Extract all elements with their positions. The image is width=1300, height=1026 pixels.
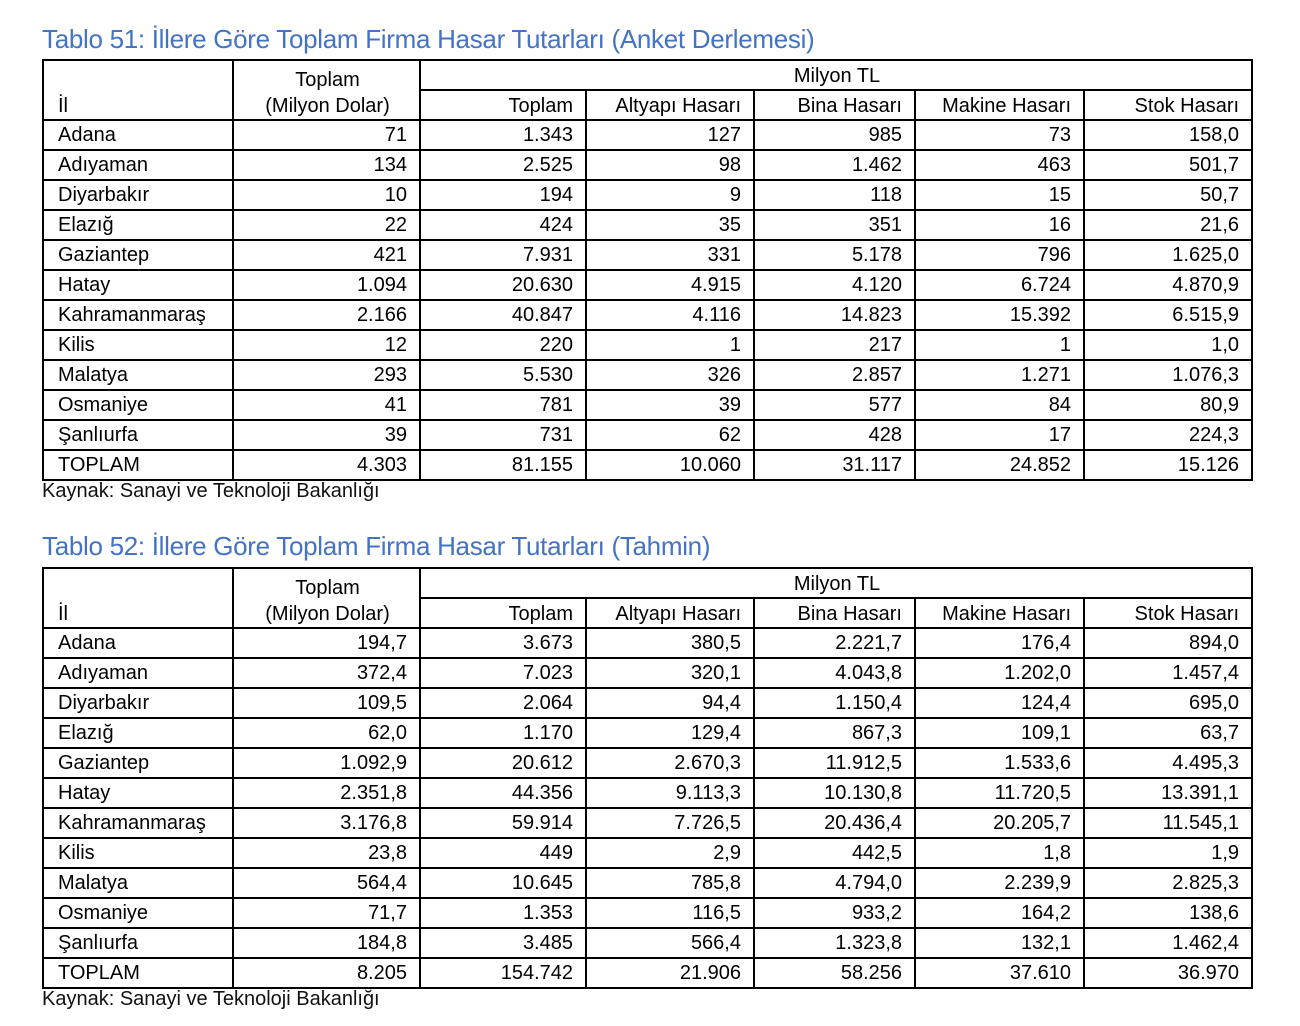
- cell-il: Gaziantep: [43, 240, 233, 270]
- cell-stok: 501,7: [1084, 150, 1252, 180]
- cell-il: Gaziantep: [43, 748, 233, 778]
- cell-toplam-dolar: 1.092,9: [233, 748, 420, 778]
- header-row-group: [43, 60, 1252, 90]
- cell-il: Kilis: [43, 330, 233, 360]
- table-51: [42, 59, 1253, 481]
- cell-stok: 13.391,1: [1084, 778, 1252, 808]
- table-row: [43, 718, 1252, 748]
- header-stok: Stok Hasarı: [1084, 90, 1252, 120]
- cell-makine: 16: [915, 210, 1084, 240]
- cell-bina: 985: [754, 120, 915, 150]
- cell-il: TOPLAM: [43, 450, 233, 480]
- table-51-title: [42, 24, 814, 55]
- cell-il: Kahramanmaraş: [43, 300, 233, 330]
- cell-bina: 933,2: [754, 898, 915, 928]
- cell-bina: 31.117: [754, 450, 915, 480]
- cell-il: Malatya: [43, 360, 233, 390]
- cell-il: Malatya: [43, 868, 233, 898]
- cell-altyapi: 1: [586, 330, 754, 360]
- cell-il: Şanlıurfa: [43, 420, 233, 450]
- header-makine: Makine Hasarı: [915, 90, 1084, 120]
- cell-makine: 1.202,0: [915, 658, 1084, 688]
- header-toplam-dolar-line2: (Milyon Dolar): [265, 603, 390, 625]
- cell-stok: 11.545,1: [1084, 808, 1252, 838]
- table-row: [43, 688, 1252, 718]
- cell-toplam-tl: 781: [420, 390, 586, 420]
- cell-makine: 164,2: [915, 898, 1084, 928]
- cell-toplam-dolar: 41: [233, 390, 420, 420]
- cell-il: Diyarbakır: [43, 688, 233, 718]
- cell-toplam-dolar: 134: [233, 150, 420, 180]
- table-row: [43, 150, 1252, 180]
- cell-il: Diyarbakır: [43, 180, 233, 210]
- cell-stok: 1,0: [1084, 330, 1252, 360]
- cell-bina: 58.256: [754, 958, 915, 988]
- table-row: [43, 898, 1252, 928]
- cell-toplam-dolar: 39: [233, 420, 420, 450]
- header-toplam-dolar-line2: (Milyon Dolar): [265, 95, 390, 117]
- cell-toplam-tl: 1.170: [420, 718, 586, 748]
- cell-altyapi: 331: [586, 240, 754, 270]
- cell-altyapi: 35: [586, 210, 754, 240]
- cell-toplam-dolar: 3.176,8: [233, 808, 420, 838]
- cell-bina: 4.043,8: [754, 658, 915, 688]
- cell-toplam-tl: 7.931: [420, 240, 586, 270]
- table-row: [43, 928, 1252, 958]
- total-row: [43, 958, 1252, 988]
- cell-stok: 21,6: [1084, 210, 1252, 240]
- cell-altyapi: 10.060: [586, 450, 754, 480]
- cell-toplam-tl: 20.612: [420, 748, 586, 778]
- table-row: [43, 748, 1252, 778]
- cell-altyapi: 9.113,3: [586, 778, 754, 808]
- header-group-milyon-tl: Milyon TL: [420, 568, 1252, 598]
- cell-toplam-dolar: 62,0: [233, 718, 420, 748]
- cell-toplam-tl: 44.356: [420, 778, 586, 808]
- cell-stok: 224,3: [1084, 420, 1252, 450]
- cell-bina: 442,5: [754, 838, 915, 868]
- header-altyapi: Altyapı Hasarı: [586, 598, 754, 628]
- cell-bina: 4.794,0: [754, 868, 915, 898]
- cell-makine: 11.720,5: [915, 778, 1084, 808]
- header-altyapi: Altyapı Hasarı: [586, 90, 754, 120]
- header-bina: Bina Hasarı: [754, 90, 915, 120]
- cell-il: TOPLAM: [43, 958, 233, 988]
- cell-makine: 6.724: [915, 270, 1084, 300]
- cell-il: Kilis: [43, 838, 233, 868]
- cell-toplam-dolar: 4.303: [233, 450, 420, 480]
- cell-toplam-tl: 10.645: [420, 868, 586, 898]
- cell-il: Şanlıurfa: [43, 928, 233, 958]
- cell-bina: 351: [754, 210, 915, 240]
- cell-toplam-tl: 81.155: [420, 450, 586, 480]
- cell-altyapi: 2.670,3: [586, 748, 754, 778]
- cell-makine: 124,4: [915, 688, 1084, 718]
- cell-toplam-dolar: 293: [233, 360, 420, 390]
- cell-stok: 1.462,4: [1084, 928, 1252, 958]
- cell-bina: 2.221,7: [754, 628, 915, 658]
- header-toplam-tl: Toplam: [420, 598, 586, 628]
- cell-altyapi: 7.726,5: [586, 808, 754, 838]
- cell-bina: 11.912,5: [754, 748, 915, 778]
- cell-makine: 1,8: [915, 838, 1084, 868]
- cell-toplam-dolar: 23,8: [233, 838, 420, 868]
- cell-toplam-tl: 7.023: [420, 658, 586, 688]
- cell-makine: 1: [915, 330, 1084, 360]
- cell-altyapi: 21.906: [586, 958, 754, 988]
- cell-stok: 894,0: [1084, 628, 1252, 658]
- table-title-suffix: (Tahmin): [611, 531, 711, 561]
- cell-makine: 84: [915, 390, 1084, 420]
- cell-toplam-dolar: 564,4: [233, 868, 420, 898]
- cell-toplam-tl: 59.914: [420, 808, 586, 838]
- cell-altyapi: 129,4: [586, 718, 754, 748]
- cell-toplam-tl: 40.847: [420, 300, 586, 330]
- cell-bina: 577: [754, 390, 915, 420]
- table-title-text: Tablo 51: İllere Göre Toplam Firma Hasar Tutarları: [42, 24, 605, 54]
- cell-stok: 36.970: [1084, 958, 1252, 988]
- table-row: [43, 868, 1252, 898]
- cell-toplam-dolar: 194,7: [233, 628, 420, 658]
- cell-makine: 176,4: [915, 628, 1084, 658]
- header-bina: Bina Hasarı: [754, 598, 915, 628]
- table-row: [43, 300, 1252, 330]
- cell-stok: 1,9: [1084, 838, 1252, 868]
- table-52-source: Kaynak: Sanayi ve Teknoloji Bakanlığı: [42, 988, 380, 1010]
- cell-il: Elazığ: [43, 210, 233, 240]
- cell-altyapi: 98: [586, 150, 754, 180]
- cell-stok: 2.825,3: [1084, 868, 1252, 898]
- cell-il: Osmaniye: [43, 390, 233, 420]
- cell-toplam-dolar: 8.205: [233, 958, 420, 988]
- header-group-milyon-tl: Milyon TL: [420, 60, 1252, 90]
- cell-makine: 2.239,9: [915, 868, 1084, 898]
- cell-toplam-tl: 3.485: [420, 928, 586, 958]
- cell-il: Adana: [43, 628, 233, 658]
- cell-stok: 4.870,9: [1084, 270, 1252, 300]
- cell-toplam-dolar: 12: [233, 330, 420, 360]
- cell-makine: 15.392: [915, 300, 1084, 330]
- cell-makine: 132,1: [915, 928, 1084, 958]
- cell-toplam-dolar: 421: [233, 240, 420, 270]
- cell-bina: 20.436,4: [754, 808, 915, 838]
- cell-stok: 6.515,9: [1084, 300, 1252, 330]
- table-title-text: Tablo 52: İllere Göre Toplam Firma Hasar Tutarları: [42, 531, 605, 561]
- cell-toplam-tl: 449: [420, 838, 586, 868]
- header-il: İl: [43, 568, 233, 628]
- cell-makine: 37.610: [915, 958, 1084, 988]
- cell-toplam-dolar: 372,4: [233, 658, 420, 688]
- cell-altyapi: 62: [586, 420, 754, 450]
- cell-makine: 463: [915, 150, 1084, 180]
- cell-il: Hatay: [43, 778, 233, 808]
- cell-altyapi: 116,5: [586, 898, 754, 928]
- cell-toplam-dolar: 71: [233, 120, 420, 150]
- cell-toplam-tl: 220: [420, 330, 586, 360]
- cell-toplam-tl: 194: [420, 180, 586, 210]
- cell-toplam-dolar: 10: [233, 180, 420, 210]
- cell-toplam-dolar: 2.351,8: [233, 778, 420, 808]
- cell-toplam-tl: 1.343: [420, 120, 586, 150]
- cell-altyapi: 39: [586, 390, 754, 420]
- cell-toplam-tl: 731: [420, 420, 586, 450]
- table-row: [43, 390, 1252, 420]
- cell-toplam-tl: 424: [420, 210, 586, 240]
- cell-toplam-dolar: 109,5: [233, 688, 420, 718]
- cell-bina: 14.823: [754, 300, 915, 330]
- cell-altyapi: 4.116: [586, 300, 754, 330]
- table-row: [43, 270, 1252, 300]
- table-row: [43, 838, 1252, 868]
- table-52-title: [42, 531, 710, 562]
- cell-toplam-tl: 20.630: [420, 270, 586, 300]
- cell-altyapi: 566,4: [586, 928, 754, 958]
- cell-makine: 73: [915, 120, 1084, 150]
- table-51-source: Kaynak: Sanayi ve Teknoloji Bakanlığı: [42, 480, 380, 502]
- cell-altyapi: 326: [586, 360, 754, 390]
- header-toplam-tl: Toplam: [420, 90, 586, 120]
- cell-il: Elazığ: [43, 718, 233, 748]
- table-row: [43, 628, 1252, 658]
- cell-altyapi: 380,5: [586, 628, 754, 658]
- total-row: [43, 450, 1252, 480]
- cell-toplam-dolar: 2.166: [233, 300, 420, 330]
- cell-il: Adıyaman: [43, 150, 233, 180]
- table-row: [43, 808, 1252, 838]
- header-toplam-dolar: [233, 60, 420, 120]
- cell-stok: 695,0: [1084, 688, 1252, 718]
- table-title-suffix: (Anket Derlemesi): [611, 24, 815, 54]
- cell-altyapi: 94,4: [586, 688, 754, 718]
- cell-makine: 17: [915, 420, 1084, 450]
- cell-il: Kahramanmaraş: [43, 808, 233, 838]
- cell-toplam-dolar: 184,8: [233, 928, 420, 958]
- cell-bina: 10.130,8: [754, 778, 915, 808]
- cell-bina: 2.857: [754, 360, 915, 390]
- cell-il: Adana: [43, 120, 233, 150]
- cell-toplam-tl: 2.064: [420, 688, 586, 718]
- cell-stok: 50,7: [1084, 180, 1252, 210]
- cell-makine: 15: [915, 180, 1084, 210]
- cell-bina: 217: [754, 330, 915, 360]
- cell-makine: 1.271: [915, 360, 1084, 390]
- cell-altyapi: 4.915: [586, 270, 754, 300]
- header-stok: Stok Hasarı: [1084, 598, 1252, 628]
- table-52: [42, 567, 1253, 989]
- cell-altyapi: 2,9: [586, 838, 754, 868]
- table-row: [43, 180, 1252, 210]
- table-row: [43, 210, 1252, 240]
- header-makine: Makine Hasarı: [915, 598, 1084, 628]
- cell-makine: 24.852: [915, 450, 1084, 480]
- cell-bina: 118: [754, 180, 915, 210]
- table-row: [43, 120, 1252, 150]
- cell-il: Adıyaman: [43, 658, 233, 688]
- cell-bina: 1.150,4: [754, 688, 915, 718]
- cell-stok: 1.457,4: [1084, 658, 1252, 688]
- cell-bina: 428: [754, 420, 915, 450]
- cell-bina: 867,3: [754, 718, 915, 748]
- cell-bina: 1.323,8: [754, 928, 915, 958]
- cell-bina: 4.120: [754, 270, 915, 300]
- cell-makine: 109,1: [915, 718, 1084, 748]
- table-row: [43, 330, 1252, 360]
- cell-makine: 1.533,6: [915, 748, 1084, 778]
- cell-toplam-tl: 154.742: [420, 958, 586, 988]
- cell-stok: 63,7: [1084, 718, 1252, 748]
- cell-makine: 20.205,7: [915, 808, 1084, 838]
- header-row-group: [43, 568, 1252, 598]
- cell-stok: 15.126: [1084, 450, 1252, 480]
- cell-toplam-tl: 3.673: [420, 628, 586, 658]
- cell-toplam-dolar: 1.094: [233, 270, 420, 300]
- cell-altyapi: 785,8: [586, 868, 754, 898]
- table-row: [43, 658, 1252, 688]
- cell-stok: 4.495,3: [1084, 748, 1252, 778]
- cell-altyapi: 127: [586, 120, 754, 150]
- cell-bina: 1.462: [754, 150, 915, 180]
- cell-stok: 158,0: [1084, 120, 1252, 150]
- cell-altyapi: 9: [586, 180, 754, 210]
- cell-toplam-dolar: 22: [233, 210, 420, 240]
- cell-il: Hatay: [43, 270, 233, 300]
- header-toplam-dolar-line1: Toplam: [295, 577, 360, 599]
- cell-stok: 138,6: [1084, 898, 1252, 928]
- header-toplam-dolar: [233, 568, 420, 628]
- cell-toplam-tl: 5.530: [420, 360, 586, 390]
- cell-bina: 5.178: [754, 240, 915, 270]
- header-il: İl: [43, 60, 233, 120]
- cell-toplam-tl: 2.525: [420, 150, 586, 180]
- table-row: [43, 778, 1252, 808]
- cell-stok: 1.625,0: [1084, 240, 1252, 270]
- cell-altyapi: 320,1: [586, 658, 754, 688]
- cell-il: Osmaniye: [43, 898, 233, 928]
- cell-toplam-tl: 1.353: [420, 898, 586, 928]
- table-row: [43, 360, 1252, 390]
- cell-stok: 1.076,3: [1084, 360, 1252, 390]
- table-row: [43, 420, 1252, 450]
- header-toplam-dolar-line1: Toplam: [295, 69, 360, 91]
- table-row: [43, 240, 1252, 270]
- cell-makine: 796: [915, 240, 1084, 270]
- cell-toplam-dolar: 71,7: [233, 898, 420, 928]
- cell-stok: 80,9: [1084, 390, 1252, 420]
